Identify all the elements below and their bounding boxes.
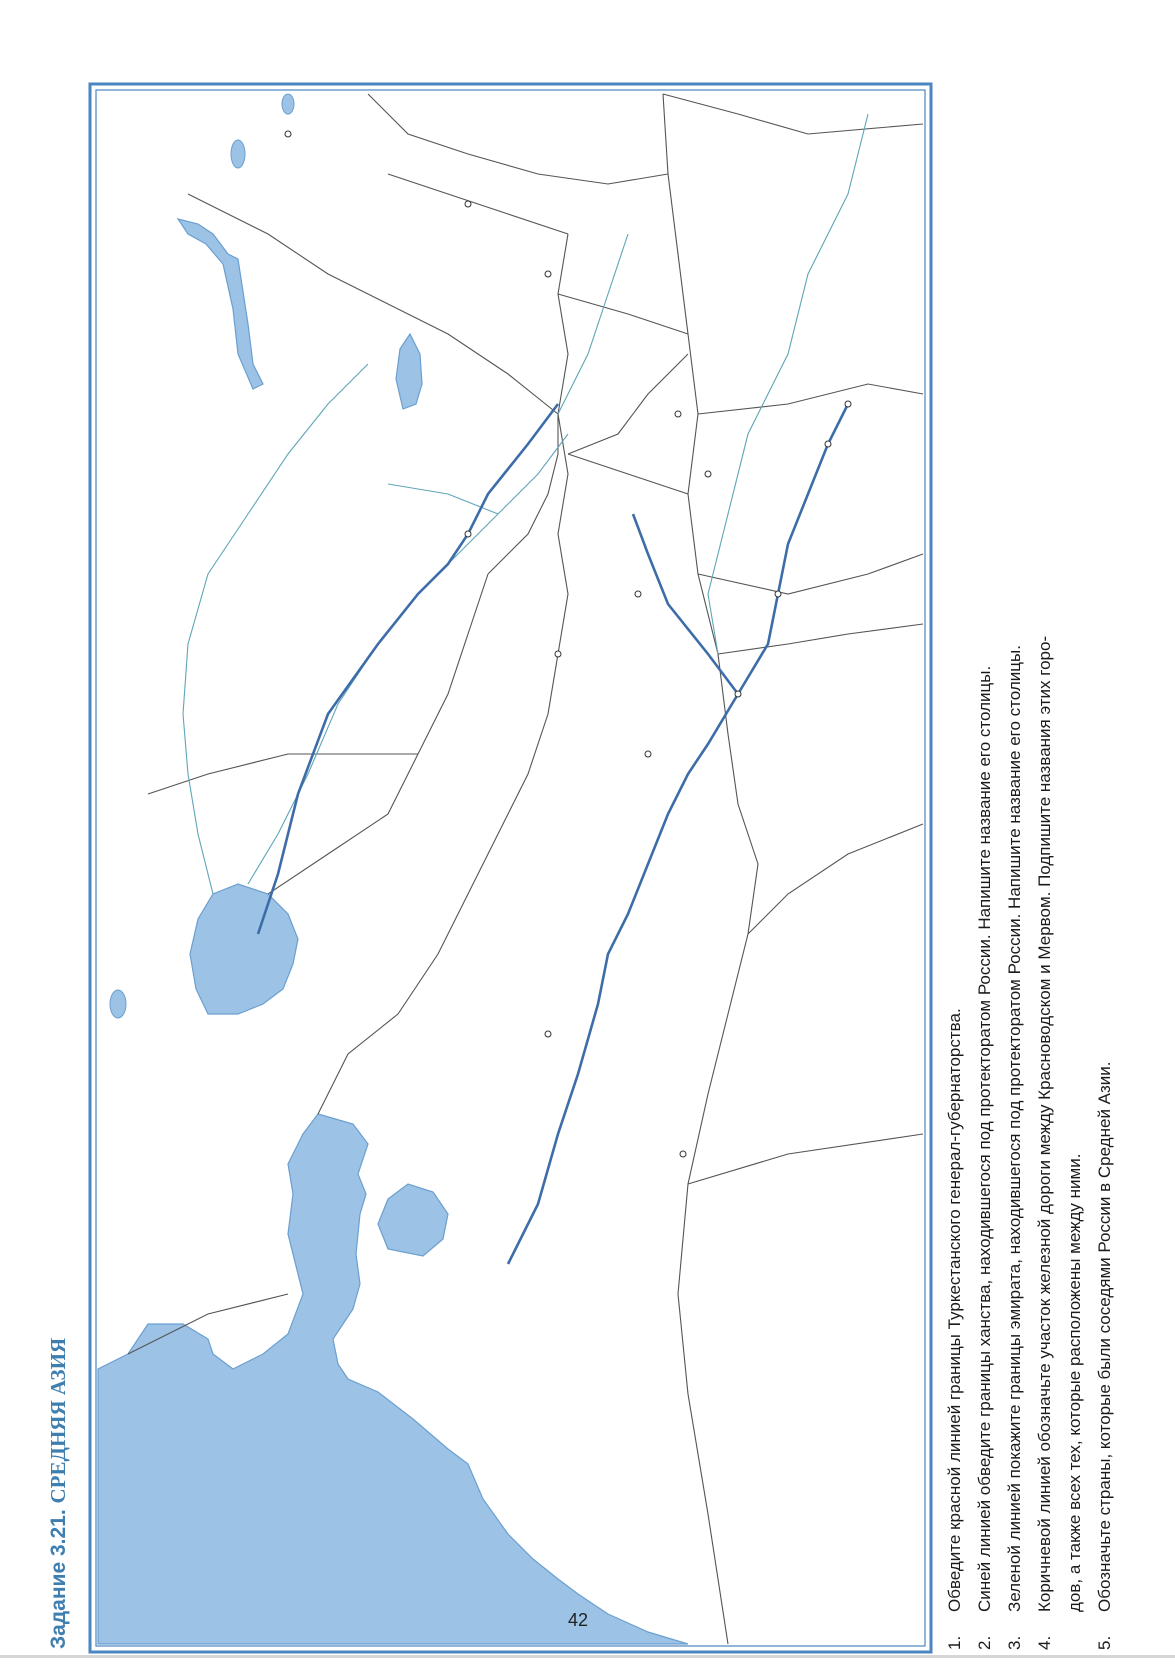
outline-map [88,82,933,1654]
railway-orenburg-tashkent [258,404,558,934]
task-item [1000,70,1030,1650]
task-item-text: дов, а также всех тех, которые расположены между ними. [1065,1153,1084,1612]
task-item-text: Зеленой линией покажите границы эмирата, находившегося под протекторатом России. Напишите название его столицы. [1005,645,1024,1612]
task-item-text: Синей линией обведите границы ханства, находившегося под протекторатом России. Напишите название его столицы. [975,665,994,1612]
task-item-number: 4. [1035,1635,1054,1650]
city-marker [705,471,711,477]
city-marker [555,651,561,657]
task-item-continuation [1060,70,1090,1650]
task-item [940,70,970,1650]
task-item [1030,70,1060,1650]
lake-balkhash [178,219,263,389]
city-marker [775,591,781,597]
city-marker [735,691,741,697]
bottom-rule [0,1655,1175,1658]
city-marker [680,1151,686,1157]
task-number: Задание 3.21. [47,1509,70,1649]
city-marker [465,531,471,537]
task-title: СРЕДНЯЯ АЗИЯ [46,1337,70,1504]
city-marker [675,411,681,417]
city-marker [635,591,641,597]
city-marker [645,751,651,757]
lake-issyk-kul [396,334,422,409]
task-item [1090,70,1120,1650]
city-marker [545,1031,551,1037]
task-item-text: Обозначьте страны, которые были соседями России в Средней Азии. [1095,1061,1114,1612]
river-syr-darya [183,364,368,894]
task-list [940,70,1120,1650]
small-lake [282,94,294,114]
task-item-text: Обведите красной линией границы Туркестанского генерал-губернаторства. [945,1008,964,1612]
kara-bogaz-gol [378,1184,448,1256]
task-item [970,70,1000,1650]
railway-transcaspian [508,404,848,1264]
task-heading [46,1338,71,1649]
task-item-number: 5. [1095,1635,1114,1650]
city-marker [465,201,471,207]
city-marker [825,441,831,447]
small-lake [110,990,126,1018]
city-marker [545,271,551,277]
city-markers [285,131,851,1157]
task-item-number: 1. [945,1635,964,1650]
aral-sea [190,884,298,1014]
river-amu-darya [248,434,568,884]
city-marker [845,401,851,407]
page-number: 42 [568,1610,589,1630]
rivers [183,114,868,894]
city-marker [285,131,291,137]
caspian-sea [98,1114,688,1644]
railway-branch [633,514,738,694]
task-item-text: Коричневой линией обозначьте участок железной дороги между Красноводском и Мервом. Подпишите названия этих горо- [1035,635,1054,1612]
task-item-number: 3. [1005,1635,1024,1650]
task-item-number [1060,1612,1090,1650]
small-lake [231,140,245,168]
task-item-number: 2. [975,1635,994,1650]
